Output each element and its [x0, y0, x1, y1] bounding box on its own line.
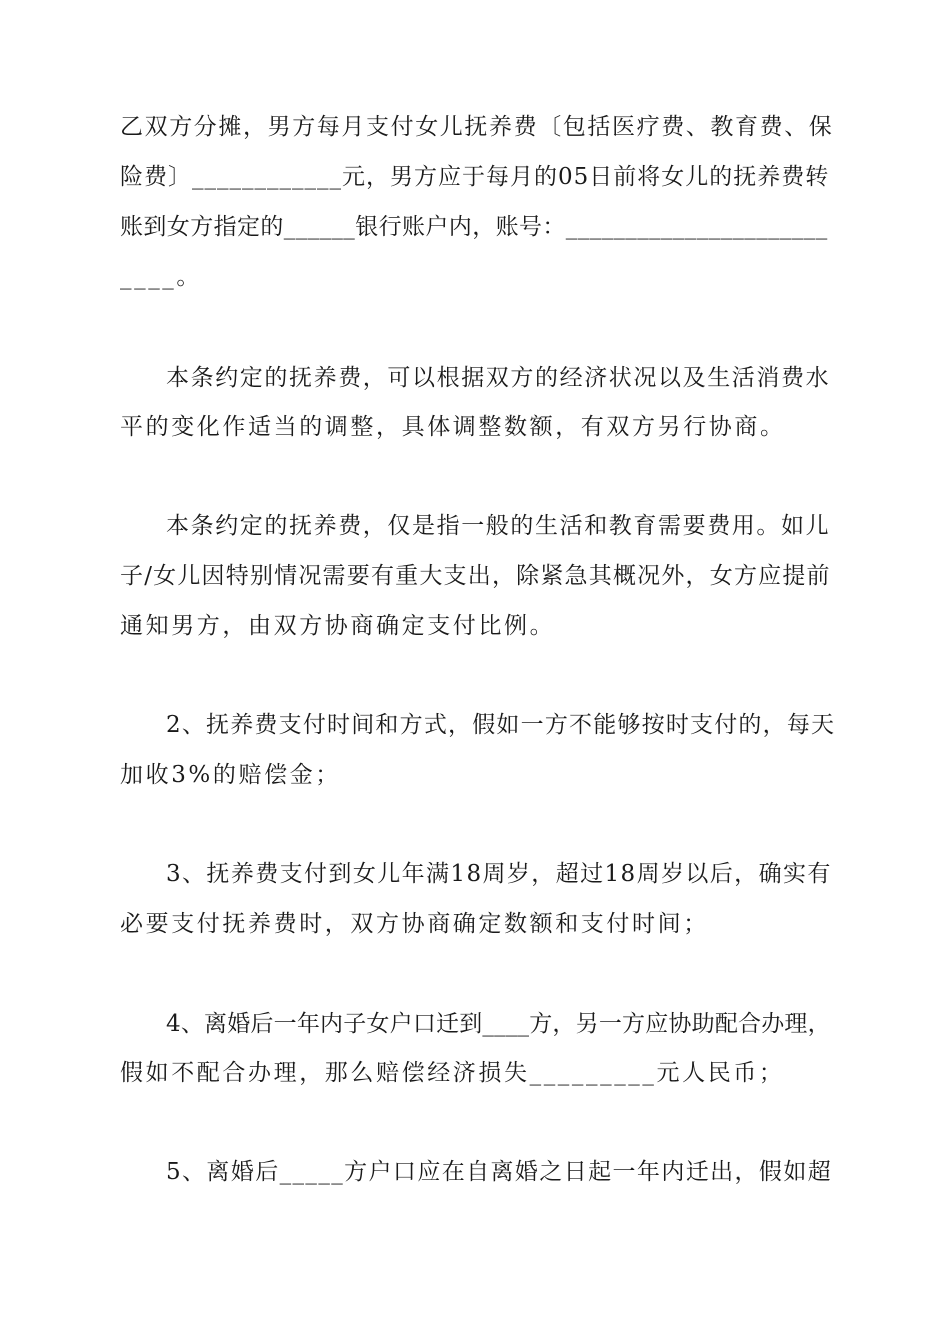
paragraph-2-line-1: 本条约定的抚养费，可以根据双方的经济状况以及生活消费水 — [166, 365, 831, 391]
paragraph-3-line-2: 子/女儿因特别情况需要有重大支出，除紧急其概况外，女方应提前 — [120, 563, 831, 589]
paragraph-4-line-2: 加收3%的赔偿金； — [120, 762, 341, 788]
paragraph-1-line-3: 账到女方指定的______银行账户内，账号：______________________ — [120, 214, 828, 240]
paragraph-5-line-1: 3、抚养费支付到女儿年满18周岁，超过18周岁以后，确实有 — [166, 861, 832, 887]
paragraph-2-line-2: 平的变化作适当的调整，具体调整数额，有双方另行协商。 — [120, 414, 786, 440]
paragraph-7-line-1: 5、离婚后_____方户口应在自离婚之日起一年内迁出，假如超 — [166, 1159, 833, 1185]
paragraph-6-line-1: 4、离婚后一年内子女户口迁到____方，另一方应协助配合办理， — [166, 1011, 831, 1037]
paragraph-4-line-1: 2、抚养费支付时间和方式，假如一方不能够按时支付的，每天 — [166, 712, 836, 738]
paragraph-1-line-4: ____。 — [120, 264, 202, 290]
paragraph-1-line-1: 乙双方分摊，男方每月支付女儿抚养费〔包括医疗费、教育费、保 — [120, 114, 834, 140]
paragraph-3-line-3: 通知男方，由双方协商确定支付比例。 — [120, 613, 556, 639]
paragraph-3-line-1: 本条约定的抚养费，仅是指一般的生活和教育需要费用。如儿 — [166, 513, 831, 539]
paragraph-6-line-2: 假如不配合办理，那么赔偿经济损失_________元人民币； — [120, 1060, 785, 1086]
paragraph-5-line-2: 必要支付抚养费时，双方协商确定数额和支付时间； — [120, 911, 709, 937]
paragraph-1-line-2: 险费〕____________元，男方应于每月的05日前将女儿的抚养费转 — [120, 164, 830, 190]
